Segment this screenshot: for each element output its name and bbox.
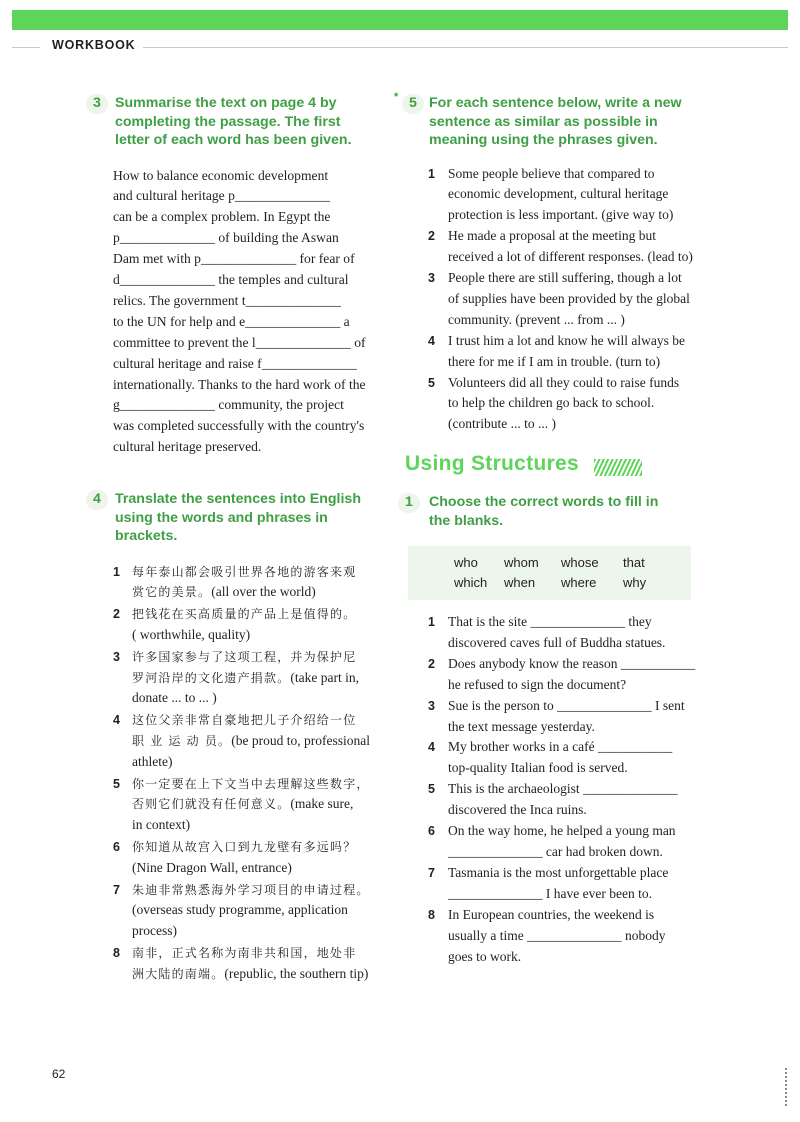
item-line: discovered the Inca ruins. [448,802,587,818]
item-line: I trust him a lot and know he will always be [448,332,685,348]
item-number: 7 [113,882,120,897]
item-line [132,837,386,858]
item-line: People there are still suffering, though a lot [448,270,682,286]
item-line: usually a time ______________ nobody [448,927,666,943]
item-line: Some people believe that compared to [448,165,655,181]
star-icon: * [394,91,399,103]
passage-line: Dam met with p______________ for fear of [113,251,355,267]
item-line: That is the site ______________ they [448,614,652,629]
item-number: 2 [113,607,120,622]
item-number: 7 [428,865,435,880]
exercise-4-heading [86,490,386,546]
item-line [132,815,386,836]
item-number: 4 [428,333,435,348]
english-hint: donate ... to ... ) [132,690,217,706]
passage-line: was completed successfully with the country's [113,418,365,434]
chinese-text: 把钱花在买高质量的产品上是值得的。 [132,607,357,622]
exercise-number: 1 [398,493,420,513]
chinese-text: 否则它们就没有任何意义。 [132,797,291,812]
edge-mark [785,1068,787,1108]
top-color-bar [12,10,788,30]
translation-item [86,710,386,772]
heading-line: the blanks. [429,512,504,529]
item-number: 8 [113,946,120,961]
item-line: protection is less important. (give way to) [448,207,674,223]
fill-blank-item [398,863,704,905]
word-option: where [561,575,597,590]
item-line: community. (prevent ... from ... ) [448,311,625,327]
item-line [132,943,386,964]
item-line [132,964,386,985]
chinese-text: 朱迪非常熟悉海外学习项目的申请过程。 [132,882,370,897]
rewrite-item [398,268,704,331]
item-number: 1 [428,166,435,181]
passage-line: and cultural heritage p______________ [113,188,331,204]
running-header: WORKBOOK [40,38,143,52]
rewrite-item [398,331,704,373]
exercise-number: 5 [402,94,424,114]
item-line: In European countries, the weekend is [448,906,655,922]
fill-blank-list [398,612,704,967]
item-number: 3 [428,271,435,286]
item-number: 5 [113,776,120,791]
item-line: (contribute ... to ... ) [448,416,556,432]
summary-passage [86,166,386,459]
item-line: On the way home, he helped a young man [448,823,676,839]
item-line: My brother works in a café ___________ [448,739,673,755]
english-hint: (be proud to, professional [231,733,370,749]
chinese-text: 职 业 运 动 员。 [132,734,232,749]
passage-line: can be a complex problem. In Egypt the [113,209,331,225]
chinese-text: 罗河沿岸的文化遗产捐款。 [132,670,291,685]
word-option: when [504,575,536,590]
translation-item [86,943,386,985]
item-number: 8 [428,907,435,922]
passage-line: p______________ of building the Aswan [113,230,339,246]
translation-item [86,774,386,836]
item-line: ______________ I have ever been to. [448,885,652,901]
passage-line: d______________ the temples and cultural [113,272,349,288]
heading-line: Translate the sentences into English [115,491,361,508]
word-row [454,573,691,593]
heading-line: Choose the correct words to fill in [429,494,659,510]
word-option: whom [504,555,539,570]
fill-blank-item [398,779,704,821]
exercise-3-heading [86,94,386,150]
item-line: Sue is the person to ______________ I sent [448,697,685,713]
item-line: This is the archaeologist ______________ [448,781,678,797]
chinese-text: 南非，正式名称为南非共和国，地处非 [132,946,357,961]
left-column [86,94,386,986]
translation-item [86,604,386,646]
structures-exercise-1-heading [398,493,704,530]
item-number: 2 [428,229,435,244]
heading-line: brackets. [115,528,178,545]
item-line [132,562,386,583]
translation-item [86,880,386,942]
passage-line: to the UN for help and e______________ a [113,313,350,329]
item-line [132,794,386,815]
item-line [132,604,386,625]
structures-column [398,493,704,967]
passage-line: relics. The government t______________ [113,292,341,308]
heading-line: using the words and phrases in [115,509,328,526]
word-box [408,546,691,600]
chinese-text: 洲大陆的南端。 [132,966,225,981]
item-number: 4 [428,740,435,755]
translation-item [86,647,386,709]
item-line [132,731,386,752]
item-line: economic development, cultural heritage [448,186,669,202]
item-line [132,774,386,795]
english-hint: (make sure, [290,796,354,812]
heading-line: sentence as similar as possible in [429,113,658,130]
item-number: 1 [113,564,120,579]
item-line [132,625,386,646]
item-line: goes to work. [448,948,522,964]
item-line [132,900,386,921]
item-line: Does anybody know the reason ___________ [448,655,696,671]
item-line [132,880,386,901]
word-option: which [454,575,488,590]
rewrite-list [398,164,704,436]
item-line [132,710,386,731]
item-line [132,752,386,773]
word-option: that [623,555,645,570]
fill-blank-item [398,821,704,863]
word-option: who [454,555,478,570]
word-option: whose [561,555,599,570]
english-hint: ( worthwhile, quality) [132,627,251,643]
exercise-number: 4 [86,490,108,510]
right-column [394,91,704,435]
item-line [132,582,386,603]
item-line: He made a proposal at the meeting but [448,228,657,244]
chinese-text: 这位父亲非常自豪地把儿子介绍给一位 [132,713,357,728]
translation-list [86,562,386,985]
item-line: top-quality Italian food is served. [448,760,628,776]
heading-line: letter of each word has been given. [115,132,352,148]
chinese-text: 你一定要在上下文当中去理解这些数字， [132,776,370,791]
item-line [132,921,386,942]
item-number: 1 [428,615,435,629]
item-number: 6 [113,840,120,855]
item-line: he refused to sign the document? [448,676,627,692]
item-line [132,647,386,668]
word-row [454,553,691,573]
translation-item [86,562,386,604]
english-hint: (all over the world) [211,584,316,600]
item-number: 3 [428,698,435,713]
english-hint: athlete) [132,753,173,769]
heading-line: completing the passage. The first [115,113,341,130]
fill-blank-item [398,905,704,968]
chinese-text: 你知道从故宫入口到九龙壁有多远吗？ [132,840,357,855]
item-line: received a lot of different responses. (lead to) [448,249,693,265]
item-line: the text message yesterday. [448,718,595,734]
exercise-5-heading [394,91,704,150]
fill-blank-item [398,612,704,654]
item-line [132,668,386,689]
item-number: 5 [428,782,435,797]
chinese-text: 赏它的美景。 [132,585,212,600]
chinese-text: 每年泰山都会吸引世界各地的游客来观 [132,564,357,579]
english-hint: (republic, the southern tip) [224,965,369,981]
rewrite-item [398,164,704,227]
heading-line: meaning using the phrases given. [429,132,658,148]
english-hint: (Nine Dragon Wall, entrance) [132,859,292,875]
item-line: of supplies have been provided by the global [448,290,690,306]
item-line: discovered caves full of Buddha statues. [448,634,666,650]
item-line: Tasmania is the most unforgettable place [448,864,669,880]
passage-line: cultural heritage preserved. [113,439,262,455]
fill-blank-item [398,696,704,738]
fill-blank-item [398,737,704,779]
item-line: ______________ car had broken down. [448,843,663,859]
item-number: 4 [113,713,120,728]
passage-line: internationally. Thanks to the hard work of the [113,376,366,392]
section-title: Using Structures [405,452,579,475]
item-line [132,688,386,709]
item-number: 6 [428,824,435,839]
page-number: 62 [52,1067,66,1081]
hatch-decoration [594,459,642,476]
item-line: Volunteers did all they could to raise funds [448,374,680,390]
english-hint: in context) [132,817,191,833]
fill-blank-item [398,654,704,696]
item-number: 5 [428,375,435,390]
translation-item [86,837,386,879]
english-hint: process) [132,923,177,939]
rewrite-item [398,373,704,436]
item-line: there for me if I am in trouble. (turn to) [448,353,661,369]
heading-line: Summarise the text on page 4 by [115,95,337,111]
english-hint: (take part in, [290,669,360,685]
chinese-text: 许多国家参与了这项工程，并为保护尼 [132,649,357,664]
passage-line: committee to prevent the l______________ of [113,334,366,350]
item-number: 2 [428,656,435,671]
english-hint: (overseas study programme, application [132,902,348,918]
item-line: to help the children go back to school. [448,395,655,411]
item-line [132,858,386,879]
passage-line: How to balance economic development [113,167,329,183]
rewrite-item [398,226,704,268]
heading-line: For each sentence below, write a new [429,95,682,111]
passage-line: cultural heritage and raise f______________ [113,355,357,371]
exercise-number: 3 [86,94,108,114]
word-option: why [623,575,647,590]
passage-line: g______________ community, the project [113,397,344,413]
item-number: 3 [113,649,120,664]
